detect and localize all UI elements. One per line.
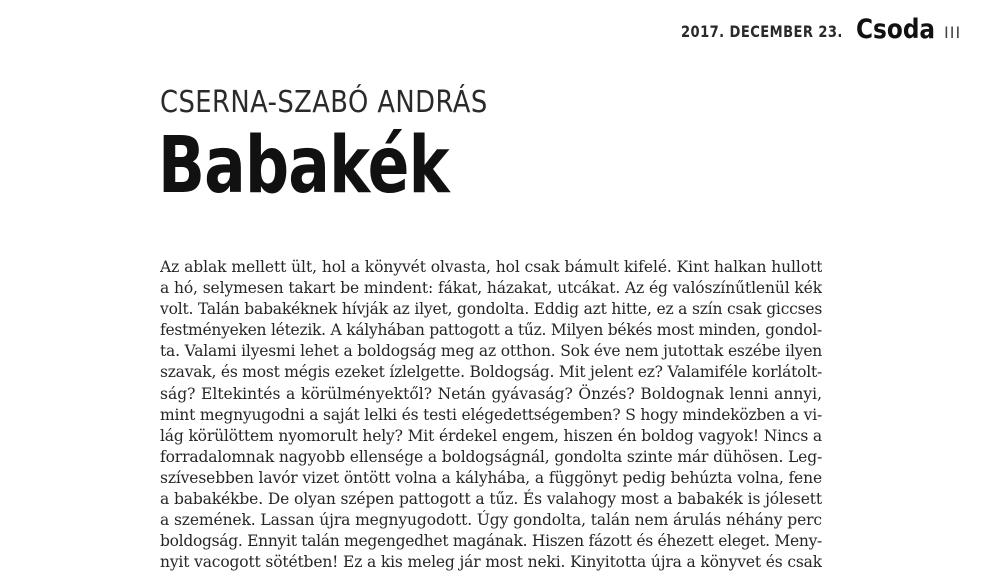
section-name: Csoda	[856, 14, 936, 45]
body-line: festményeken létezik. A kályhában pattogott a tűz. Milyen békés most minden, gondol-	[160, 321, 822, 340]
body-line: boldogság. Ennyit talán megengedhet magának. Hiszen fázott és éhezett eleget. Meny-	[160, 532, 822, 551]
body-line: forradalomnak nagyobb ellensége a boldogságnál, gondolta szinte már dühösen. Leg-	[160, 447, 822, 466]
body-line: ta. Valami ilyesmi lehet a boldogság meg az otthon. Sok éve nem jutottak eszébe ilyen	[160, 342, 822, 361]
body-line: szívesebben lavór vizet öntött volna a kályhába, a függönyt pedig behúzta volna, fene	[160, 468, 822, 487]
article-author: CSERNA-SZABÓ ANDRÁS	[160, 85, 488, 120]
body-line: szavak, és most mégis ezeket ízlelgette. Boldogság. Mit jelent ez? Valamiféle korlátolt-	[160, 363, 822, 382]
body-line: a szemének. Lassan újra megnyugodott. Úgy gondolta, talán nem árulás néhány perc	[160, 511, 822, 530]
article-body	[160, 257, 822, 573]
body-line: mint megnyugodni a saját lelki és testi elégedettségemben? S hogy mindeközben a vi-	[160, 405, 822, 424]
body-line: ság? Eltekintés a körülményektől? Netán gyávaság? Önzés? Boldognak lenni annyi,	[160, 384, 822, 403]
issue-date: 2017. DECEMBER 23.	[681, 22, 843, 41]
body-line: nyit vacogott sötétben! Ez a kis meleg jár most neki. Kinyitotta újra a könyvet és csak	[160, 553, 822, 572]
body-line: volt. Talán babakéknek hívják az ilyet, gondolta. Eddig azt hitte, ez a szín csak giccses	[160, 300, 822, 319]
body-line: a hó, selymesen takart be mindent: fákat, házakat, utcákat. Az ég valószínűtlenül kék	[160, 279, 822, 298]
body-line: a babakékbe. De olyan szépen pattogott a tűz. És valahogy most a babakék is jólesett	[160, 490, 822, 509]
page-number: III	[944, 23, 962, 42]
body-line: Az ablak mellett ült, hol a könyvét olvasta, hol csak bámult kifelé. Kint halkan hullott	[160, 258, 822, 276]
article-title: Babakék	[158, 121, 449, 211]
body-line: lág körülöttem nyomorult hely? Mit érdekel engem, hiszen én boldog vagyok! Nincs a	[160, 426, 822, 445]
